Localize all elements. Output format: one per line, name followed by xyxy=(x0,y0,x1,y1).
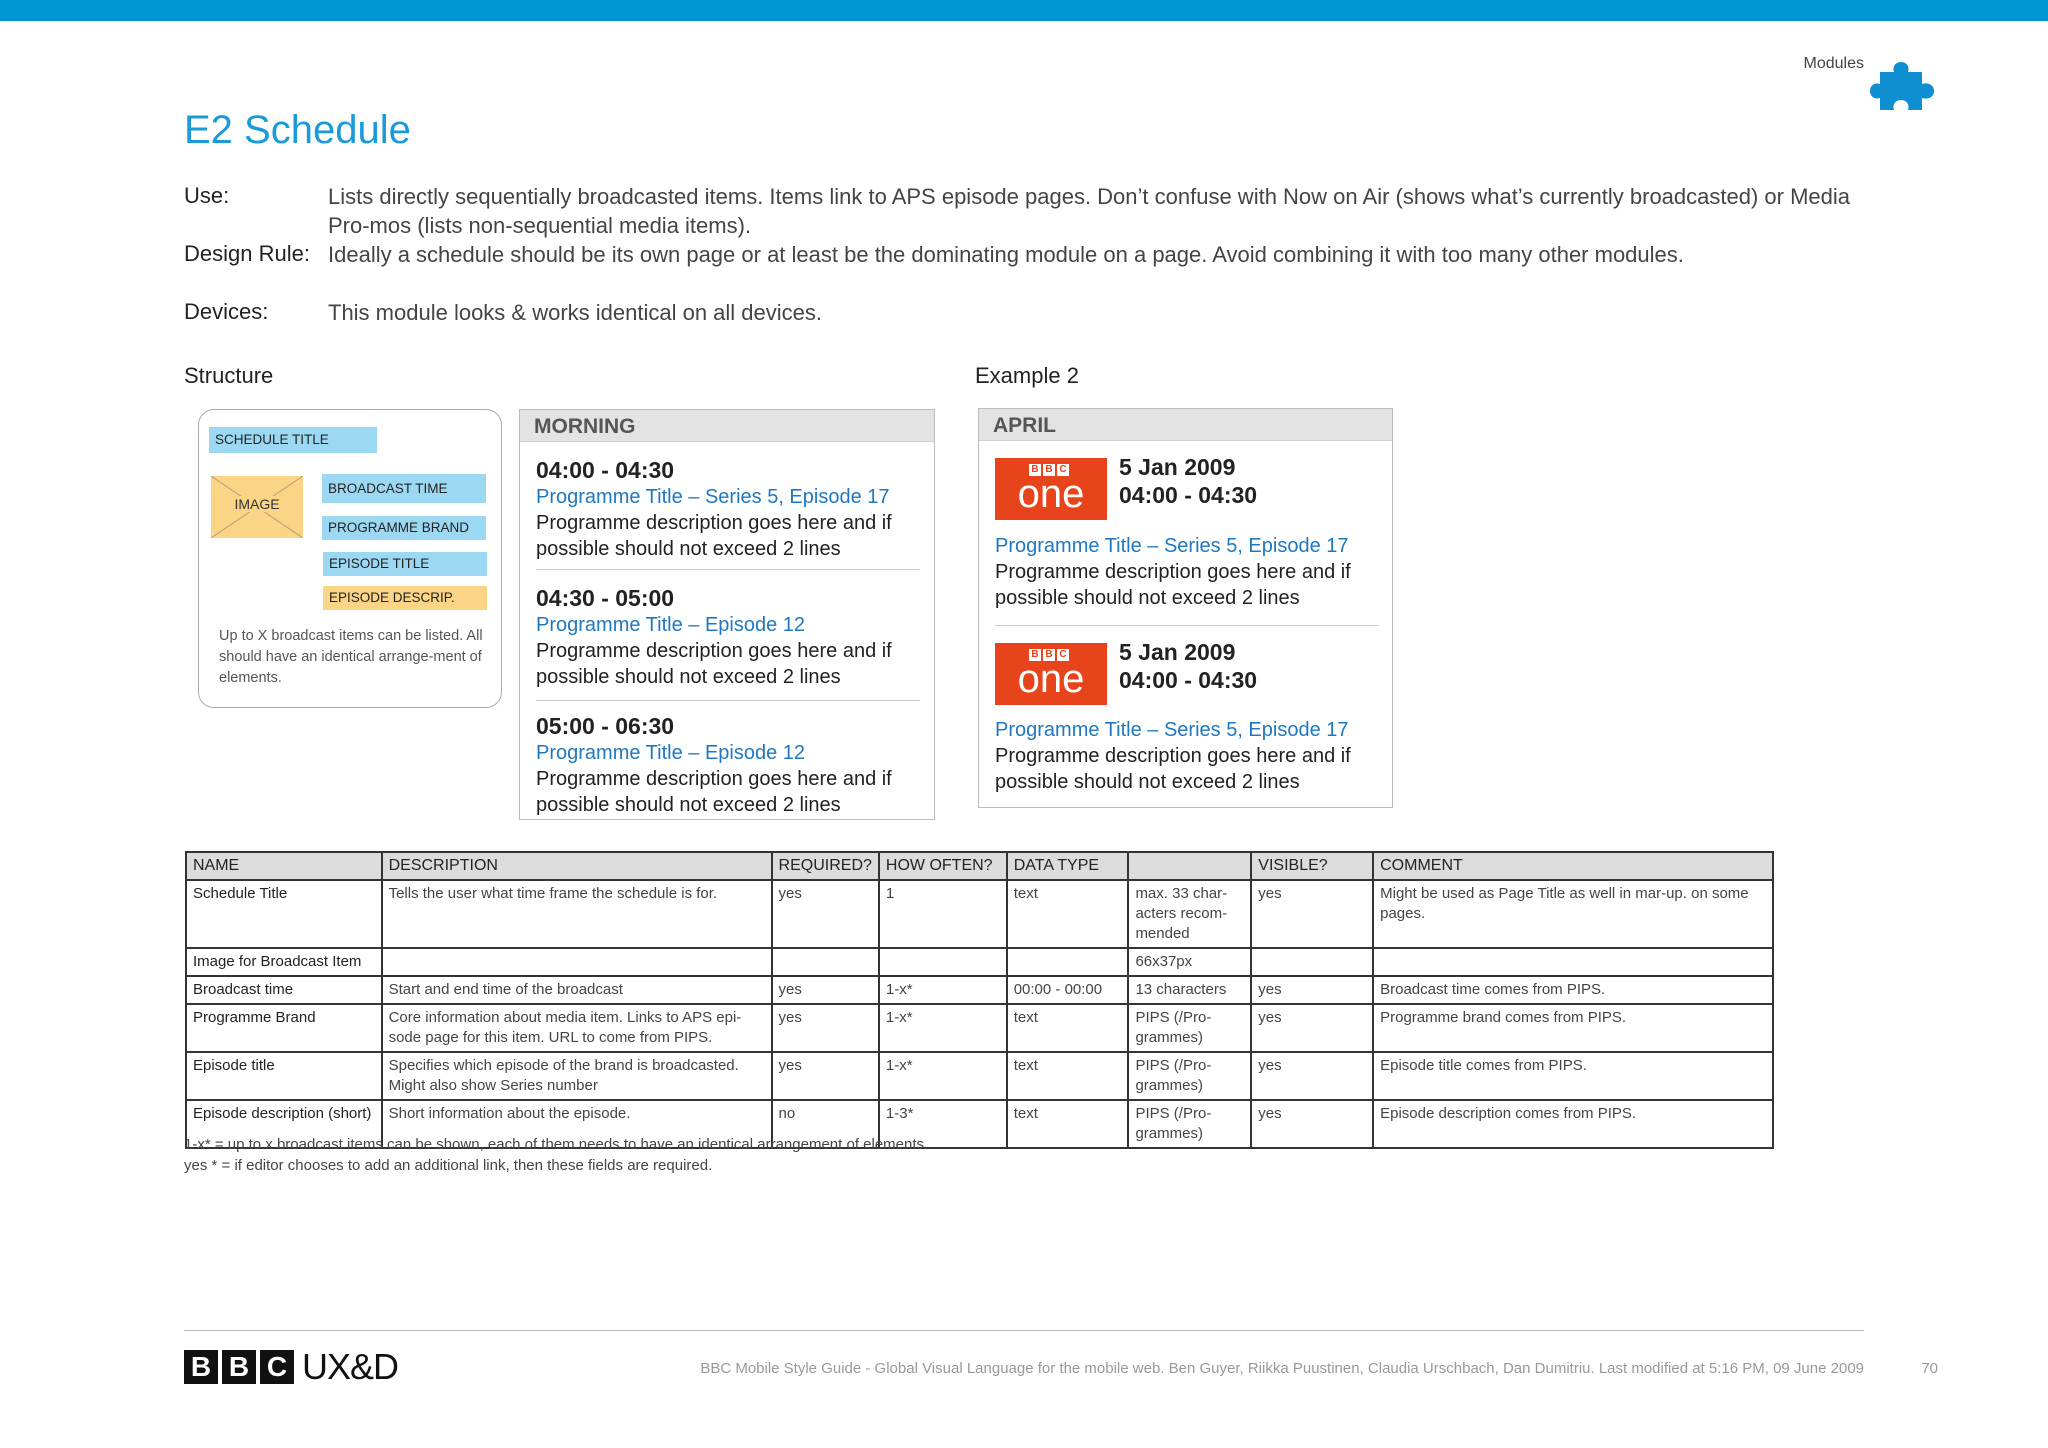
cell-comment xyxy=(1373,948,1773,976)
item-time: 04:00 - 04:30 xyxy=(1119,667,1258,693)
devices-text: This module looks & works identical on all devices. xyxy=(328,300,823,325)
footnote: yes * = if editor chooses to add an additional link, then these fields are required. xyxy=(184,1157,713,1174)
cell-name: Episode description (short) xyxy=(186,1100,382,1148)
cell-constraint: max. 33 char-acters recom-mended xyxy=(1128,880,1251,948)
structure-heading: Structure xyxy=(184,363,274,388)
image-label: IMAGE xyxy=(211,496,303,512)
item-description: Programme description goes here and if possible should not exceed 2 lines xyxy=(536,768,892,816)
cell-how-often: 1 xyxy=(879,880,1007,948)
section-label: Modules xyxy=(1803,55,1864,72)
episode-title-box: EPISODE TITLE xyxy=(323,552,487,576)
cell-data-type xyxy=(1007,948,1129,976)
footer-divider xyxy=(184,1330,1864,1331)
schedule-title-box: SCHEDULE TITLE xyxy=(209,427,377,453)
spec-table xyxy=(185,851,1774,1149)
cell-data-type: 00:00 - 00:00 xyxy=(1007,976,1129,1004)
cell-how-often: 1-3* xyxy=(879,1100,1007,1148)
logo-letter: B xyxy=(1029,649,1041,661)
cell-how-often: 1-x* xyxy=(879,1052,1007,1100)
item-divider xyxy=(536,569,920,570)
item-programme-title-link[interactable]: Programme Title – Series 5, Episode 17 xyxy=(536,486,890,508)
logo-letter: C xyxy=(1057,464,1069,476)
broadcast-time-box: BROADCAST TIME xyxy=(322,474,486,503)
item-time: 05:00 - 06:30 xyxy=(536,713,675,739)
logo-letter: B xyxy=(1043,464,1055,476)
logo-letter: C xyxy=(1057,649,1069,661)
table-row xyxy=(186,1004,1773,1052)
cell-name: Schedule Title xyxy=(186,880,382,948)
cell-name: Broadcast time xyxy=(186,976,382,1004)
item-description: Programme description goes here and if possible should not exceed 2 lines xyxy=(995,561,1351,609)
image-placeholder xyxy=(211,476,303,538)
item-date: 5 Jan 2009 xyxy=(1119,454,1236,480)
cell-visible: yes xyxy=(1251,976,1373,1004)
cell-how-often: 1-x* xyxy=(879,1004,1007,1052)
puzzle-icon xyxy=(1870,58,1936,114)
cell-visible: yes xyxy=(1251,1052,1373,1100)
logo-letter: B xyxy=(222,1350,256,1384)
use-label: Use: xyxy=(184,183,230,208)
top-accent-bar xyxy=(0,0,2048,21)
item-description: Programme description goes here and if possible should not exceed 2 lines xyxy=(536,512,892,560)
table-row xyxy=(186,880,1773,948)
item-programme-title-link[interactable]: Programme Title – Series 5, Episode 17 xyxy=(995,535,1349,557)
cell-constraint: PIPS (/Pro-grammes) xyxy=(1128,1052,1251,1100)
column-header: DATA TYPE xyxy=(1007,852,1129,880)
cell-data-type: text xyxy=(1007,1052,1129,1100)
cell-comment: Might be used as Page Title as well in mar-up. on some pages. xyxy=(1373,880,1773,948)
item-description: Programme description goes here and if possible should not exceed 2 lines xyxy=(536,640,892,688)
cell-description: Short information about the episode. xyxy=(382,1100,772,1148)
item-programme-title-link[interactable]: Programme Title – Episode 12 xyxy=(536,614,806,636)
cell-required: yes xyxy=(772,1004,879,1052)
bbc-uxd-logo xyxy=(184,1346,399,1387)
structure-diagram xyxy=(198,409,502,708)
example2-header: APRIL xyxy=(979,409,1392,441)
table-row xyxy=(186,948,1773,976)
example2-heading: Example 2 xyxy=(975,363,1079,388)
cell-name: Programme Brand xyxy=(186,1004,382,1052)
cell-visible: yes xyxy=(1251,880,1373,948)
footnote: 1-x* = up to x broadcast items can be shown, each of them needs to have an identical arrangement of elements. xyxy=(184,1136,929,1153)
cell-visible xyxy=(1251,948,1373,976)
cell-required xyxy=(772,948,879,976)
logo-suffix: UX&D xyxy=(302,1346,399,1387)
cell-description: Specifies which episode of the brand is broadcasted. Might also show Series number xyxy=(382,1052,772,1100)
cell-how-often: 1-x* xyxy=(879,976,1007,1004)
bbc-one-logo xyxy=(995,458,1107,520)
cell-required: no xyxy=(772,1100,879,1148)
item-description: Programme description goes here and if possible should not exceed 2 lines xyxy=(995,745,1351,793)
column-header: VISIBLE? xyxy=(1251,852,1373,880)
table-row xyxy=(186,976,1773,1004)
bbc-one-logo xyxy=(995,643,1107,705)
cell-description xyxy=(382,948,772,976)
cell-data-type: text xyxy=(1007,880,1129,948)
cell-comment: Episode description comes from PIPS. xyxy=(1373,1100,1773,1148)
cell-description: Tells the user what time frame the schedule is for. xyxy=(382,880,772,948)
design-rule-text: Ideally a schedule should be its own page or at least be the dominating module on a page. Avoid combining it with too many other modules. xyxy=(328,242,1684,267)
structure-note: Up to X broadcast items can be listed. All should have an identical arrange-ment of elements. xyxy=(219,628,483,686)
page-number: 70 xyxy=(1921,1360,1938,1377)
item-time: 04:30 - 05:00 xyxy=(536,585,675,611)
cell-required: yes xyxy=(772,976,879,1004)
example1-panel xyxy=(519,409,935,820)
devices-label: Devices: xyxy=(184,299,269,324)
cell-visible: yes xyxy=(1251,1100,1373,1148)
item-time: 04:00 - 04:30 xyxy=(536,457,675,483)
cell-constraint: PIPS (/Pro-grammes) xyxy=(1128,1100,1251,1148)
episode-descrip-box: EPISODE DESCRIP. xyxy=(323,586,487,610)
item-programme-title-link[interactable]: Programme Title – Episode 12 xyxy=(536,742,806,764)
item-divider xyxy=(995,625,1378,626)
cell-name: Episode title xyxy=(186,1052,382,1100)
cell-how-often xyxy=(879,948,1007,976)
column-header: COMMENT xyxy=(1373,852,1773,880)
footer-credits: BBC Mobile Style Guide - Global Visual Language for the mobile web. Ben Guyer, Riikka Puustinen, Claudia Urschbach, Dan Dumitriu. Last modified at 5:16 PM, 09 June 2009 xyxy=(700,1360,1864,1377)
column-header xyxy=(1128,852,1251,880)
logo-letter: C xyxy=(260,1350,294,1384)
example2-panel xyxy=(978,408,1393,808)
cell-constraint: 13 characters xyxy=(1128,976,1251,1004)
logo-letter: B xyxy=(1043,649,1055,661)
item-programme-title-link[interactable]: Programme Title – Series 5, Episode 17 xyxy=(995,719,1349,741)
cell-description: Core information about media item. Links to APS epi-sode page for this item. URL to come from PIPS. xyxy=(382,1004,772,1052)
column-header: NAME xyxy=(186,852,382,880)
logo-letter: B xyxy=(1029,464,1041,476)
cell-comment: Episode title comes from PIPS. xyxy=(1373,1052,1773,1100)
cell-description: Start and end time of the broadcast xyxy=(382,976,772,1004)
cell-comment: Programme brand comes from PIPS. xyxy=(1373,1004,1773,1052)
logo-letter: B xyxy=(184,1350,218,1384)
page-title: E2 Schedule xyxy=(184,108,411,152)
logo-word: one xyxy=(1017,472,1085,516)
item-time: 04:00 - 04:30 xyxy=(1119,482,1258,508)
table-row xyxy=(186,1052,1773,1100)
use-text: Lists directly sequentially broadcasted items. Items link to APS episode pages. Don’t confuse with Now on Air (shows what’s currently broadcasted) or Media Pro-mos (lists non-sequential media items). xyxy=(328,184,1850,238)
cell-constraint: 66x37px xyxy=(1128,948,1251,976)
cell-data-type: text xyxy=(1007,1100,1129,1148)
example1-header: MORNING xyxy=(520,410,934,442)
cell-visible: yes xyxy=(1251,1004,1373,1052)
design-rule-label: Design Rule: xyxy=(184,241,310,266)
column-header: DESCRIPTION xyxy=(382,852,772,880)
item-date: 5 Jan 2009 xyxy=(1119,639,1236,665)
item-divider xyxy=(536,700,920,701)
cell-constraint: PIPS (/Pro-grammes) xyxy=(1128,1004,1251,1052)
column-header: HOW OFTEN? xyxy=(879,852,1007,880)
cell-name: Image for Broadcast Item xyxy=(186,948,382,976)
programme-brand-box: PROGRAMME BRAND xyxy=(322,516,486,540)
column-header: REQUIRED? xyxy=(772,852,879,880)
logo-word: one xyxy=(1017,657,1085,701)
cell-data-type: text xyxy=(1007,1004,1129,1052)
cell-required: yes xyxy=(772,880,879,948)
cell-comment: Broadcast time comes from PIPS. xyxy=(1373,976,1773,1004)
cell-required: yes xyxy=(772,1052,879,1100)
table-header-row xyxy=(186,852,1773,880)
